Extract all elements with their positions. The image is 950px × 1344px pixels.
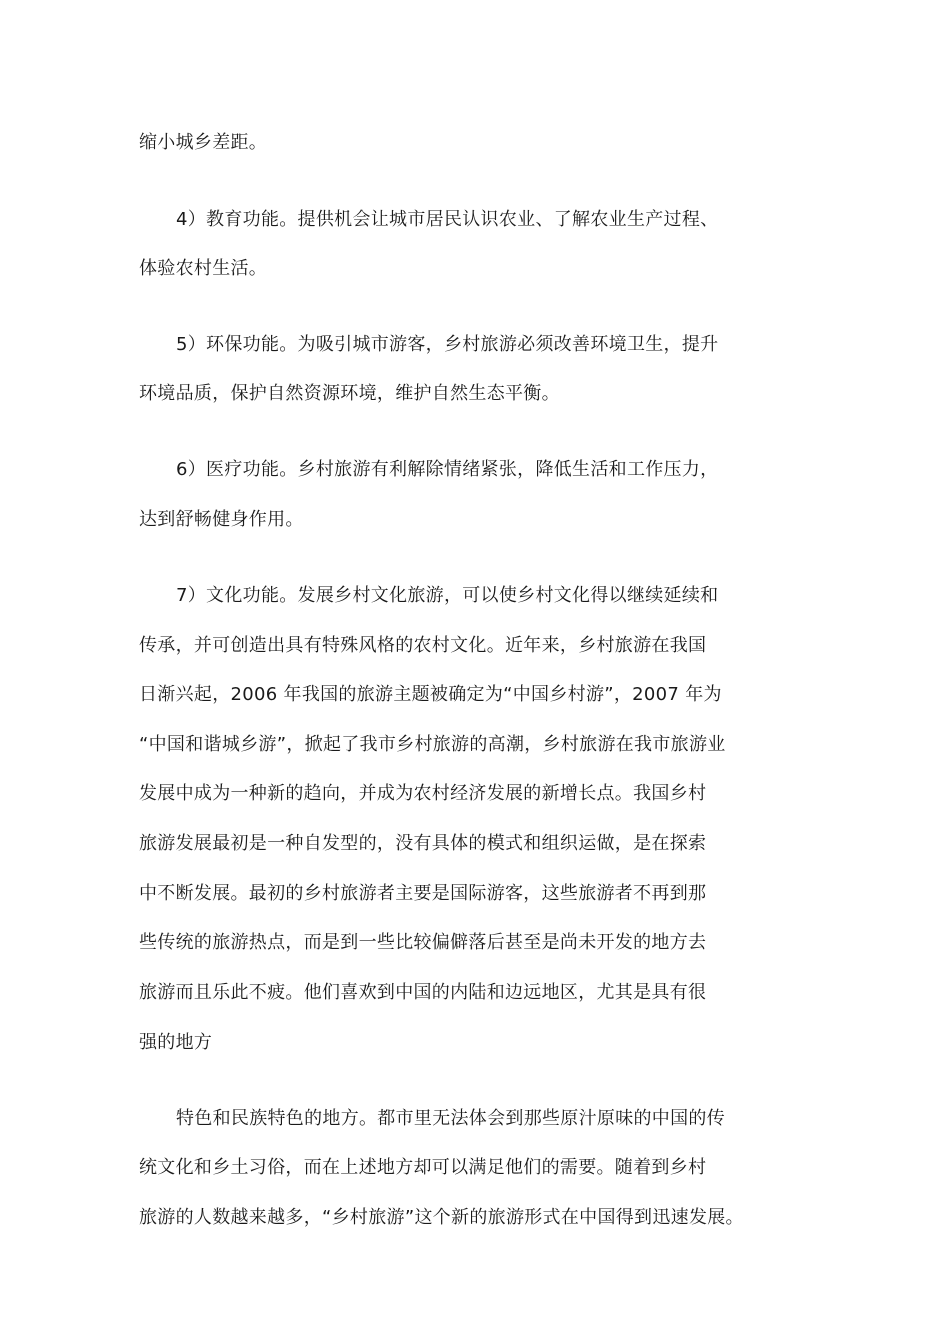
text-line: 统文化和乡土习俗，而在上述地方却可以满足他们的需要。随着到乡村: [139, 1157, 707, 1178]
text-line: 日渐兴起，2006 年我国的旅游主题被确定为“中国乡村游”，2007 年为: [139, 684, 722, 705]
text-line: 些传统的旅游热点，而是到一些比较偏僻落后甚至是尚未开发的地方去: [139, 932, 707, 953]
text-line: 强的地方: [139, 1032, 213, 1053]
text-line: 传承，并可创造出具有特殊风格的农村文化。近年来，乡村旅游在我国: [139, 635, 707, 656]
text-line: 中不断发展。最初的乡村旅游者主要是国际游客，这些旅游者不再到那: [139, 883, 707, 904]
text-line: 体验农村生活。: [139, 258, 268, 279]
text-line: 缩小城乡差距。: [139, 132, 268, 153]
text-line: “中国和谐城乡游”，掀起了我市乡村旅游的高潮，乡村旅游在我市旅游业: [139, 734, 726, 755]
text-line: 特色和民族特色的地方。都市里无法体会到那些原汁原味的中国的传: [176, 1108, 725, 1129]
text-line: 7）文化功能。发展乡村文化旅游，可以使乡村文化得以继续延续和: [176, 585, 719, 606]
text-line: 4）教育功能。提供机会让城市居民认识农业、了解农业生产过程、: [176, 209, 719, 230]
text-line: 旅游的人数越来越多，“乡村旅游”这个新的旅游形式在中国得到迅速发展。: [139, 1207, 744, 1228]
text-line: 旅游而且乐此不疲。他们喜欢到中国的内陆和边远地区，尤其是具有很: [139, 982, 707, 1003]
text-line: 旅游发展最初是一种自发型的，没有具体的模式和组织运做，是在探索: [139, 833, 707, 854]
text-line: 发展中成为一种新的趋向，并成为农村经济发展的新增长点。我国乡村: [139, 783, 707, 804]
text-line: 5）环保功能。为吸引城市游客，乡村旅游必须改善环境卫生，提升: [176, 334, 719, 355]
text-line: 6）医疗功能。乡村旅游有利解除情绪紧张，降低生活和工作压力，: [176, 459, 719, 480]
text-line: 环境品质，保护自然资源环境，维护自然生态平衡。: [139, 383, 560, 404]
text-line: 达到舒畅健身作用。: [139, 509, 304, 530]
